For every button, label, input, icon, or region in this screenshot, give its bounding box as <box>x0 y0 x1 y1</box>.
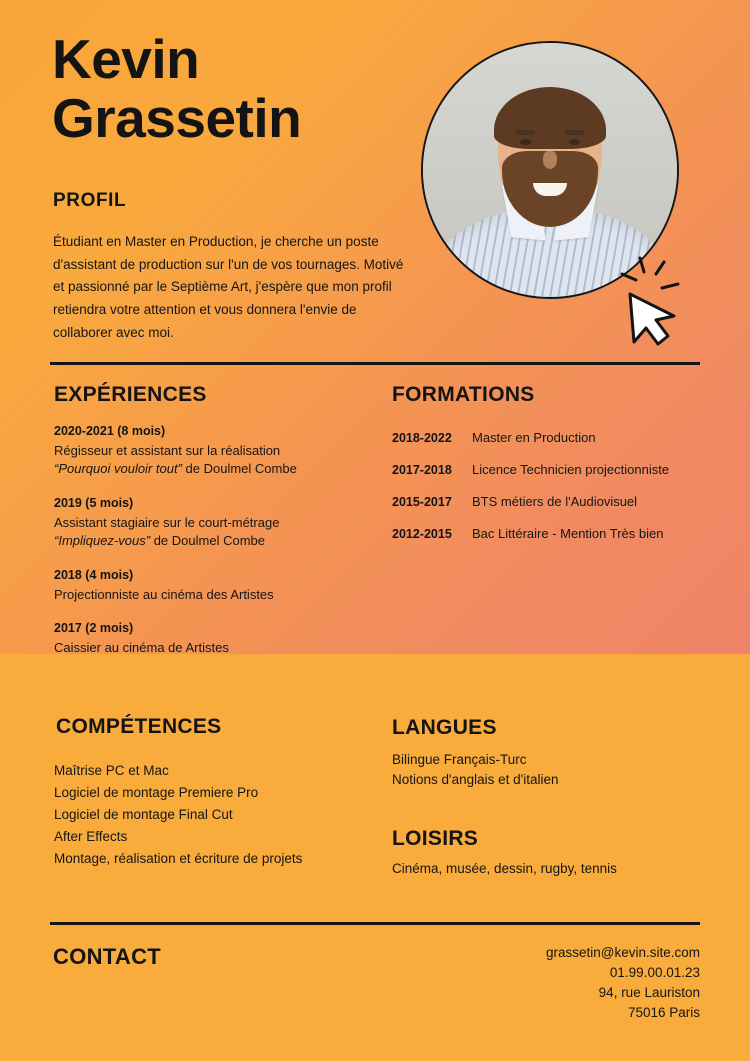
experience-date: 2019 (5 mois) <box>54 495 134 510</box>
page-title <box>52 30 442 148</box>
contact-address-line1: 94, rue Lauriston <box>598 984 700 1000</box>
list-item: Logiciel de montage Premiere Pro <box>54 785 259 800</box>
list-item <box>392 494 702 509</box>
hair-shape <box>494 87 606 149</box>
experience-line1: Projectionniste au cinéma des Artistes <box>54 586 274 602</box>
eyebrow-left <box>515 130 535 135</box>
eye-left <box>520 139 531 145</box>
experience-line2 <box>54 460 374 478</box>
list-item <box>392 430 702 445</box>
formation-text: Licence Technicien projectionniste <box>472 462 670 477</box>
list-item <box>54 424 374 479</box>
nose-shape <box>543 151 557 169</box>
experience-line1: Assistant stagiaire sur le court-métrage <box>54 514 280 530</box>
profile-heading: PROFIL <box>53 190 127 211</box>
list-item: Logiciel de montage Final Cut <box>54 807 233 822</box>
experience-date: 2018 (4 mois) <box>54 567 134 582</box>
contact-email[interactable]: grassetin@kevin.site.com <box>545 945 700 960</box>
first-name: Kevin <box>52 28 200 90</box>
experience-title-suffix: de Doulmel Combe <box>181 461 297 477</box>
langues-list <box>392 750 692 789</box>
profile-text: Étudiant en Master en Production, je cherche un poste d'assistant de production sur l'un de vos tournages. Motivé et passionné par le Septième Art, j'espère que mon profil retiendra votre attention et vous donnera l'envie de collaborer avec moi. <box>53 234 404 340</box>
formation-text: BTS métiers de l'Audiovisuel <box>472 494 638 509</box>
langues-heading: LANGUES <box>392 716 497 739</box>
list-item <box>54 568 374 604</box>
cursor-arrow-icon <box>612 250 704 346</box>
formation-text: Bac Littéraire - Mention Très bien <box>472 526 664 541</box>
experience-date: 2017 (2 mois) <box>54 621 134 636</box>
contact-heading: CONTACT <box>53 944 162 969</box>
list-item: Maîtrise PC et Mac <box>54 763 169 778</box>
divider-bottom <box>50 922 700 925</box>
eyebrow-right <box>565 130 585 135</box>
contact-details <box>546 943 700 1023</box>
divider-top <box>50 362 700 365</box>
formation-text: Master en Production <box>472 430 596 445</box>
list-item <box>392 526 702 541</box>
list-item <box>54 496 374 551</box>
formation-date: 2018-2022 <box>392 431 452 445</box>
experience-line1: Régisseur et assistant sur la réalisation <box>54 443 281 458</box>
formation-date: 2012-2015 <box>392 527 452 541</box>
competences-heading: COMPÉTENCES <box>56 715 222 738</box>
loisirs-heading: LOISIRS <box>392 827 479 850</box>
formations-list <box>392 430 702 558</box>
competences-list <box>54 760 384 870</box>
formation-date: 2015-2017 <box>392 495 452 509</box>
formation-date: 2017-2018 <box>392 463 452 477</box>
experience-line1: Caissier au cinéma de Artistes <box>54 640 229 656</box>
eye-right <box>569 139 580 145</box>
loisirs-text: Cinéma, musée, dessin, rugby, tennis <box>392 861 617 876</box>
list-item: Notions d'anglais et d'italien <box>392 771 559 787</box>
list-item <box>54 621 374 657</box>
experiences-heading: EXPÉRIENCES <box>54 383 207 406</box>
list-item <box>392 462 702 477</box>
formations-heading: FORMATIONS <box>392 383 535 406</box>
experience-date: 2020-2021 (8 mois) <box>54 424 166 438</box>
contact-address-line2: 75016 Paris <box>627 1004 700 1020</box>
experience-title: “Impliquez-vous” <box>54 533 151 549</box>
list-item: Montage, réalisation et écriture de projets <box>54 851 303 866</box>
last-name: Grassetin <box>52 86 302 149</box>
list-item: After Effects <box>54 829 128 844</box>
experience-line2 <box>54 532 374 550</box>
experience-title: “Pourquoi vouloir tout” <box>54 461 182 477</box>
list-item: Bilingue Français-Turc <box>392 752 527 767</box>
experiences-list <box>54 424 374 675</box>
experience-title-suffix: de Doulmel Combe <box>150 533 265 549</box>
contact-phone[interactable]: 01.99.00.01.23 <box>609 964 700 980</box>
